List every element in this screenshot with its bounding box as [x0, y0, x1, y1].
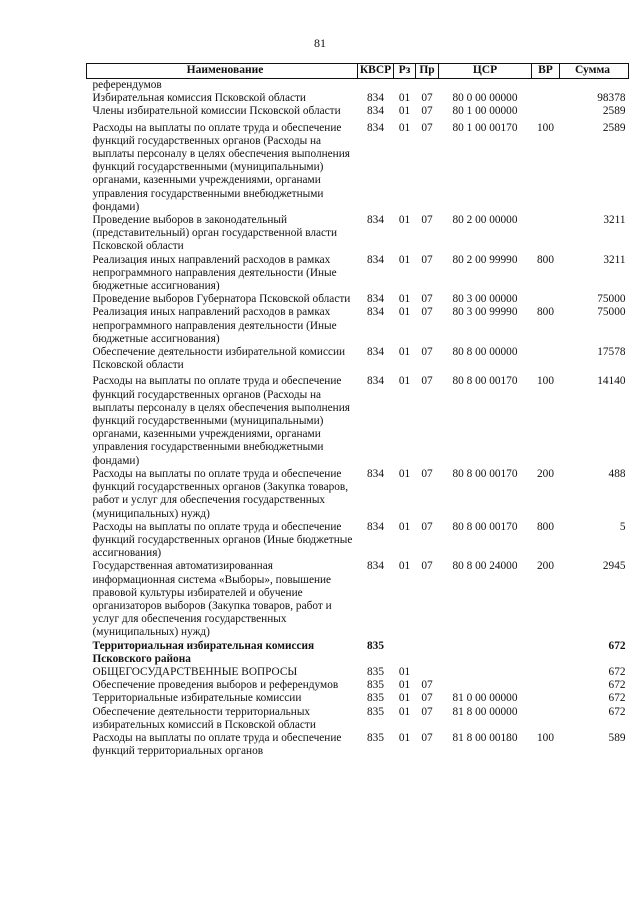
row-pr: 07	[421, 346, 433, 359]
table-row	[87, 79, 629, 93]
row-csr	[439, 666, 532, 679]
row-vr	[532, 706, 560, 732]
row-kvsr: 835	[367, 665, 384, 678]
row-name: Расходы на выплаты по оплате труда и обеспечение функций государственных органов (Закупка товаров, работ и услуг для обеспечения государственных (муниципальных) нужд)	[92, 467, 349, 520]
row-rz	[394, 79, 416, 93]
table-row	[87, 214, 629, 254]
row-pr: 07	[421, 467, 433, 480]
row-pr: 07	[421, 375, 433, 388]
row-sum: 672	[608, 692, 626, 705]
row-vr: 100	[537, 375, 554, 388]
table-row	[87, 306, 629, 346]
row-sum: 17578	[597, 346, 626, 359]
table-row	[87, 372, 629, 467]
table-row	[87, 468, 629, 521]
row-vr: 800	[537, 520, 554, 533]
table-row	[87, 679, 629, 692]
row-sum: 672	[608, 705, 626, 718]
row-rz: 01	[398, 467, 411, 480]
row-pr: 07	[421, 731, 433, 744]
row-rz	[394, 640, 416, 666]
row-rz: 01	[398, 705, 411, 718]
row-pr	[416, 640, 439, 666]
header-sum: Сумма	[560, 64, 629, 79]
row-sum: 2945	[602, 560, 626, 573]
row-kvsr	[358, 79, 394, 93]
header-vr: ВР	[532, 64, 560, 79]
row-kvsr: 834	[367, 306, 384, 319]
row-kvsr: 834	[367, 467, 384, 480]
row-name: Территориальные избирательные комиссии	[92, 692, 302, 705]
row-name: ОБЩЕГОСУДАРСТВЕННЫЕ ВОПРОСЫ	[92, 665, 298, 678]
row-vr	[532, 293, 560, 306]
table-row	[87, 105, 629, 118]
row-vr: 200	[537, 560, 554, 573]
row-pr: 07	[421, 705, 433, 718]
row-name: Реализация иных направлений расходов в рамках непрограммного направления деятельности (Иные бюджетные ассигнования)	[92, 306, 337, 345]
row-csr	[439, 79, 532, 93]
row-rz: 01	[398, 665, 411, 678]
table-row	[87, 521, 629, 561]
row-csr: 80 2 00 00000	[452, 214, 518, 227]
row-name: Государственная автоматизированная информационная система «Выборы», повышение правовой культуры избирателей и обучение организаторов выборов (Закупка товаров, работ и услуг для обеспечения государственных (муниципальных) нужд)	[92, 560, 332, 639]
row-csr: 80 0 00 00000	[452, 92, 518, 105]
row-name: Проведение выборов Губернатора Псковской области	[92, 293, 351, 306]
row-sum: 672	[608, 639, 626, 652]
table-row	[87, 254, 629, 294]
row-vr	[532, 92, 560, 105]
row-vr	[532, 640, 560, 666]
row-name: Обеспечение деятельности избирательной комиссии Псковской области	[92, 346, 346, 372]
row-csr: 80 8 00 00170	[452, 375, 518, 388]
row-kvsr: 834	[367, 560, 384, 573]
row-sum: 3211	[603, 214, 626, 227]
row-name: Избирательная комиссия Псковской области	[92, 92, 306, 105]
row-pr: 07	[421, 92, 433, 105]
row-vr: 800	[537, 253, 554, 266]
row-csr: 80 8 00 24000	[452, 560, 518, 573]
row-rz: 01	[398, 92, 411, 105]
row-kvsr: 834	[367, 375, 384, 388]
row-rz: 01	[398, 520, 411, 533]
row-kvsr: 835	[367, 705, 384, 718]
row-sum: 2589	[602, 121, 626, 134]
row-csr: 80 2 00 99990	[452, 253, 518, 266]
header-name: Наименование	[87, 64, 358, 79]
row-pr: 07	[421, 520, 433, 533]
row-vr	[532, 214, 560, 254]
row-rz: 01	[398, 214, 411, 227]
header-pr: Пр	[416, 64, 439, 79]
row-csr: 80 8 00 00170	[452, 520, 518, 533]
row-csr: 81 8 00 00000	[452, 705, 518, 718]
table-row	[87, 346, 629, 372]
row-kvsr: 835	[367, 692, 384, 705]
row-csr: 80 1 00 00170	[452, 121, 518, 134]
table-row	[87, 692, 629, 705]
table-row	[87, 706, 629, 732]
row-kvsr: 835	[367, 679, 384, 692]
header-csr: ЦСР	[439, 64, 532, 79]
table-header-row	[87, 64, 629, 79]
row-vr	[532, 105, 560, 118]
row-vr	[532, 679, 560, 692]
row-csr: 81 0 00 00000	[452, 692, 518, 705]
row-rz: 01	[398, 375, 411, 388]
row-csr: 80 1 00 00000	[452, 105, 518, 118]
row-name: Расходы на выплаты по оплате труда и обеспечение функций государственных органов (Иные бюджетные ассигнования)	[92, 520, 353, 560]
row-csr: 80 3 00 00000	[452, 293, 518, 306]
row-rz: 01	[398, 692, 411, 705]
row-name: Расходы на выплаты по оплате труда и обеспечение функций государственных органов (Расходы на выплаты персоналу в целях обеспечения выполнения функций государственными (муниципальными) органами, казенными учреждениями, органами управления государственными внебюджетными фондами)	[92, 121, 350, 213]
table-row	[87, 293, 629, 306]
row-name: Расходы на выплаты по оплате труда и обеспечение функций территориальных органов	[92, 731, 342, 758]
row-name: Расходы на выплаты по оплате труда и обеспечение функций государственных органов (Расходы на выплаты персоналу в целях обеспечения выполнения функций государственными (муниципальными) органами, казенными учреждениями, органами управления государственными внебюджетными фондами)	[92, 375, 350, 467]
row-name: Проведение выборов в законодательный (представительный) орган государственной власти Псковской области	[92, 214, 338, 253]
row-pr: 07	[421, 692, 433, 705]
row-sum: 98378	[597, 92, 626, 105]
row-vr	[532, 666, 560, 679]
row-rz: 01	[398, 679, 411, 692]
row-vr: 100	[537, 731, 554, 744]
row-name: Территориальная избирательная комиссия Псковского района	[92, 639, 315, 665]
row-vr	[532, 79, 560, 93]
table-row	[87, 92, 629, 105]
budget-table	[86, 63, 629, 758]
row-name: Обеспечение проведения выборов и референдумов	[92, 679, 339, 692]
row-kvsr: 834	[367, 121, 384, 134]
row-sum: 589	[608, 731, 626, 744]
row-sum: 488	[608, 467, 626, 480]
row-kvsr: 834	[367, 105, 384, 118]
row-name: референдумов	[92, 79, 162, 91]
row-vr: 800	[537, 306, 554, 319]
row-vr: 200	[537, 467, 554, 480]
row-pr: 07	[421, 121, 433, 134]
row-kvsr: 834	[367, 293, 384, 306]
row-name: Реализация иных направлений расходов в рамках непрограммного направления деятельности (Иные бюджетные ассигнования)	[92, 253, 337, 293]
table-row	[87, 119, 629, 214]
row-rz: 01	[398, 253, 411, 266]
row-kvsr: 834	[367, 253, 384, 266]
row-sum	[560, 79, 629, 93]
header-rz: Рз	[394, 64, 416, 79]
row-pr: 07	[421, 560, 433, 573]
row-pr: 07	[421, 253, 433, 266]
row-pr: 07	[421, 214, 433, 227]
row-csr: 80 8 00 00170	[452, 467, 518, 480]
table-row	[87, 666, 629, 679]
row-kvsr: 834	[367, 520, 384, 533]
table-row	[87, 732, 629, 758]
table-row	[87, 560, 629, 639]
row-pr: 07	[421, 306, 433, 319]
row-rz: 01	[398, 121, 411, 134]
row-sum: 75000	[597, 293, 626, 306]
row-kvsr: 834	[367, 346, 384, 359]
table-row	[87, 640, 629, 666]
row-rz: 01	[398, 346, 411, 359]
header-kvsr: КВСР	[358, 64, 394, 79]
row-kvsr: 835	[367, 731, 384, 744]
row-kvsr: 835	[367, 639, 384, 652]
page-number: 81	[314, 36, 326, 50]
row-sum: 672	[608, 679, 626, 692]
row-sum: 75000	[597, 306, 626, 319]
row-vr	[532, 346, 560, 372]
row-kvsr: 834	[367, 214, 384, 227]
row-csr	[439, 679, 532, 692]
row-csr: 80 3 00 99990	[452, 306, 518, 319]
row-rz: 01	[398, 293, 411, 306]
row-rz: 01	[398, 560, 411, 573]
row-csr	[439, 640, 532, 666]
row-csr: 81 8 00 00180	[452, 731, 518, 744]
row-vr	[532, 692, 560, 705]
table-body	[87, 79, 629, 759]
row-sum: 3211	[603, 253, 626, 266]
row-rz: 01	[398, 105, 411, 118]
row-name: Обеспечение деятельности территориальных избирательных комиссий в Псковской области	[92, 705, 316, 731]
row-sum: 2589	[602, 105, 626, 118]
row-sum: 5	[619, 520, 626, 533]
row-name: Члены избирательной комиссии Псковской области	[92, 105, 341, 118]
row-sum: 14140	[597, 375, 626, 388]
row-vr: 100	[537, 121, 554, 134]
row-kvsr: 834	[367, 92, 384, 105]
row-pr	[416, 666, 439, 679]
row-pr: 07	[421, 293, 433, 306]
row-sum: 672	[608, 665, 626, 678]
row-pr: 07	[421, 105, 433, 118]
row-csr: 80 8 00 00000	[452, 346, 518, 359]
row-rz: 01	[398, 731, 411, 744]
row-pr	[416, 79, 439, 93]
row-pr: 07	[421, 679, 433, 692]
row-rz: 01	[398, 306, 411, 319]
